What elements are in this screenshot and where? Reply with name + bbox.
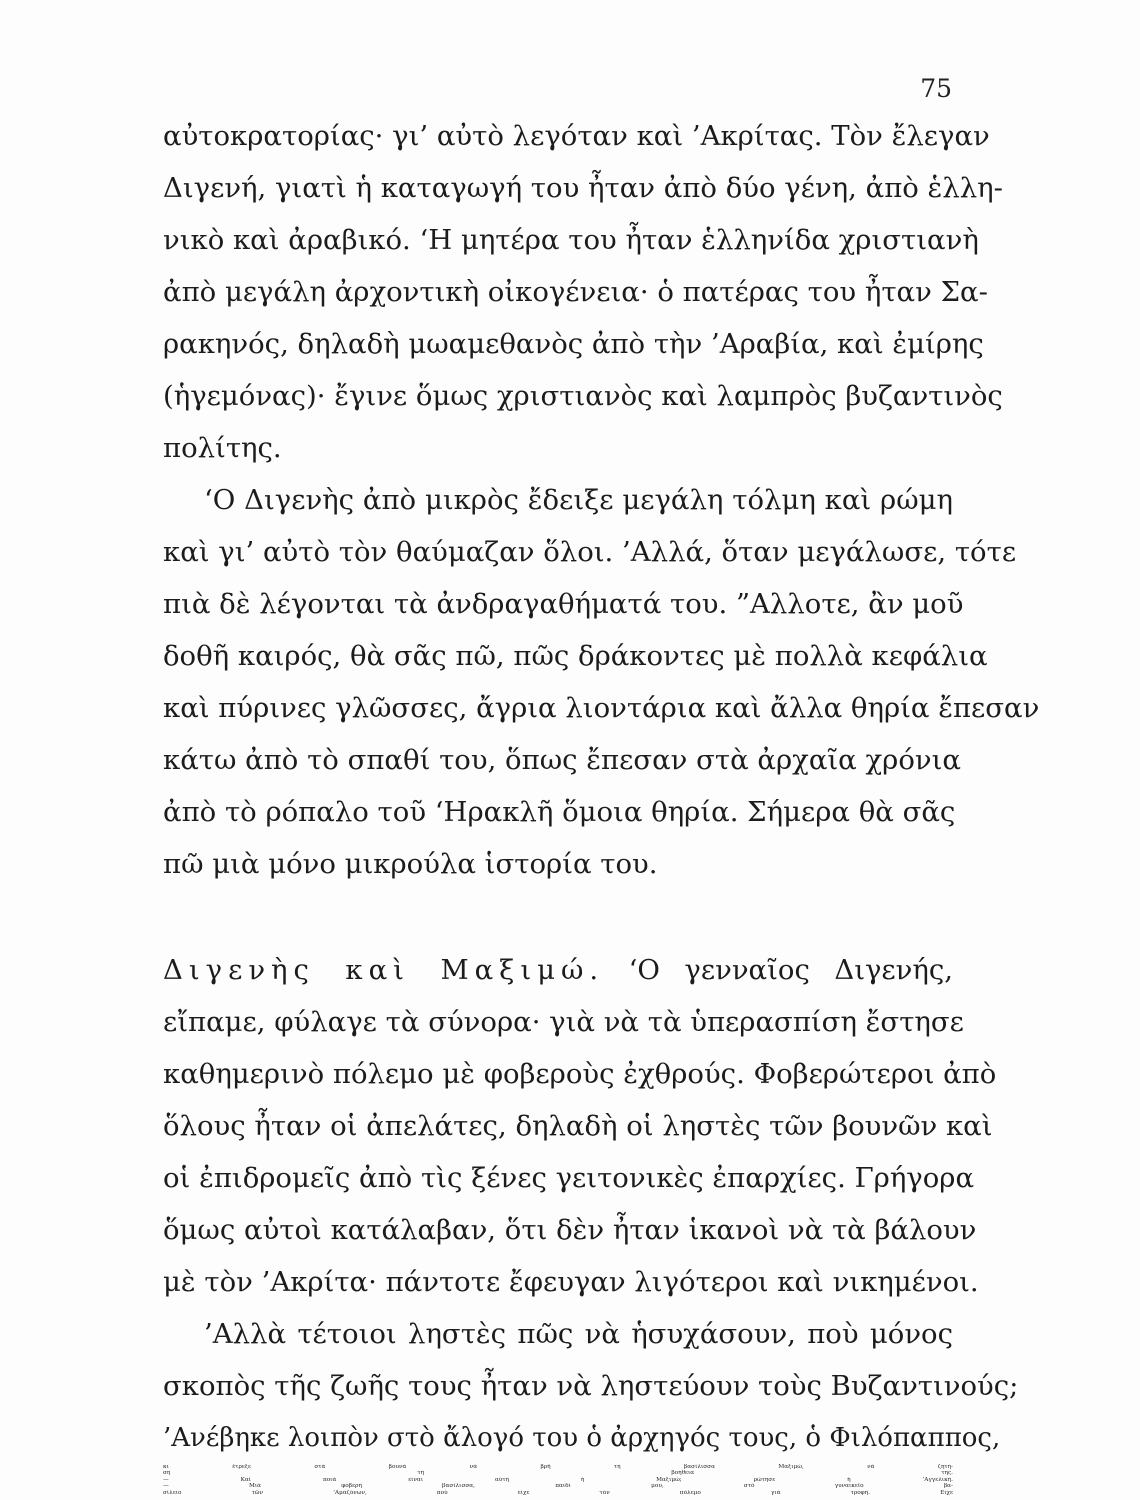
- text-line: εἴπαμε, φύλαγε τὰ σύνορα· γιὰ νὰ τὰ ὑπερασπίση ἔστησε: [163, 1006, 964, 1038]
- section-heading-line: [163, 944, 953, 996]
- text-line: Διγενή, γιατὶ ἡ καταγωγή του ἦταν ἀπὸ δύο γένη, ἀπὸ ἑλλη-: [163, 172, 1003, 204]
- section-heading: Διγενὴς καὶ Μαξιμώ.: [163, 954, 605, 986]
- text-line: (ἡγεμόνας)· ἔγινε ὅμως χριστιανὸς καὶ λαμπρὸς βυζαντινὸς: [163, 380, 1003, 412]
- text-line: καὶ πύρινες γλῶσσες, ἄγρια λιοντάρια καὶ ἄλλα θηρία ἔπεσαν: [163, 692, 1040, 724]
- text-line: μὲ τὸν ’Ακρίτα· πάντοτε ἔφευγαν λιγότεροι καὶ νικημένοι.: [163, 1266, 979, 1298]
- section-heading-continuation: ‘Ο γενναῖος Διγενής,: [628, 954, 953, 986]
- text-line: πῶ μιὰ μόνο μικρούλα ἱστορία του.: [163, 848, 658, 880]
- text-line: κι ἔτρεξε στὰ βουνὰ νὰ βρῆ τὴ βασίλισσα Μαξιμώ, νὰ ζητή-: [163, 1464, 953, 1470]
- text-line: — Καὶ ποιὰ εἶναι αὐτὴ ἡ Μαξιμώ; ρώτησε ἡ ’Αγγελική.: [163, 1476, 953, 1483]
- text-line: ρακηνός, δηλαδὴ μωαμεθανὸς ἀπὸ τὴν ’Αραβία, καὶ ἐμίρης: [163, 328, 984, 360]
- page-number: 75: [920, 74, 952, 103]
- text-line: ’Αλλὰ τέτοιοι ληστὲς πῶς νὰ ἡσυχάσουν, ποὺ μόνος: [204, 1318, 953, 1350]
- text-line: νικὸ καὶ ἀραβικό. ‘Η μητέρα του ἦταν ἑλληνίδα χριστιανὴ: [163, 224, 979, 256]
- text-line: πολίτης.: [163, 432, 282, 464]
- text-line: ση τὴ βοήθεια της.: [163, 1470, 953, 1477]
- text-line: οἱ ἐπιδρομεῖς ἀπὸ τὶς ξένες γειτονικὲς ἐπαρχίες. Γρήγορα: [163, 1162, 975, 1194]
- text-line: σίλειο τῶν ’Αμαζόνων, ποὺ εἶχε τὸν πόλεμο γιὰ τροφή. Εἶχε: [163, 1489, 953, 1496]
- text-line: ὅμως αὐτοὶ κατάλαβαν, ὅτι δὲν ἦταν ἱκανοὶ νὰ τὰ βάλουν: [163, 1214, 977, 1246]
- text-line: καὶ γι’ αὐτὸ τὸν θαύμαζαν ὅλοι. ’Αλλά, ὅταν μεγάλωσε, τότε: [163, 536, 1017, 568]
- text-line: αὐτοκρατορίας· γι’ αὐτὸ λεγόταν καὶ ’Ακρίτας. Τὸν ἔλεγαν: [163, 120, 990, 152]
- text-line: — Μιὰ φοβερὴ βασίλισσα, παιδί μου, στὸ γυναικεῖο βα-: [163, 1483, 953, 1490]
- text-line: πιὰ δὲ λέγονται τὰ ἀνδραγαθήματά του. ”Αλλοτε, ἂν μοῦ: [163, 588, 964, 620]
- text-line: κάτω ἀπὸ τὸ σπαθί του, ὅπως ἔπεσαν στὰ ἀρχαῖα χρόνια: [163, 744, 961, 776]
- text-line: ‘Ο Διγενὴς ἀπὸ μικρὸς ἔδειξε μεγάλη τόλμη καὶ ρώμη: [204, 484, 953, 516]
- text-line: σκοπὸς τῆς ζωῆς τους ἦταν νὰ ληστεύουν τοὺς Βυζαντινούς;: [163, 1370, 1019, 1402]
- text-line: ἀπὸ τὸ ρόπαλο τοῦ ‘Ηρακλῆ ὅμοια θηρία. Σήμερα θὰ σᾶς: [163, 796, 956, 828]
- text-line: ἀπὸ μεγάλη ἀρχοντικὴ οἰκογένεια· ὁ πατέρας του ἦταν Σα-: [163, 276, 988, 308]
- text-line: καθημερινὸ πόλεμο μὲ φοβεροὺς ἐχθρούς. Φοβερώτεροι ἀπὸ: [163, 1058, 997, 1090]
- text-line: ὅλους ἦταν οἱ ἀπελάτες, δηλαδὴ οἱ ληστὲς τῶν βουνῶν καὶ: [163, 1110, 993, 1142]
- text-line: ’Ανέβηκε λοιπὸν στὸ ἄλογό του ὁ ἀρχηγός τους, ὁ Φιλόπαππος,: [163, 1423, 1001, 1453]
- text-line: δοθῆ καιρός, θὰ σᾶς πῶ, πῶς δράκοντες μὲ πολλὰ κεφάλια: [163, 640, 988, 672]
